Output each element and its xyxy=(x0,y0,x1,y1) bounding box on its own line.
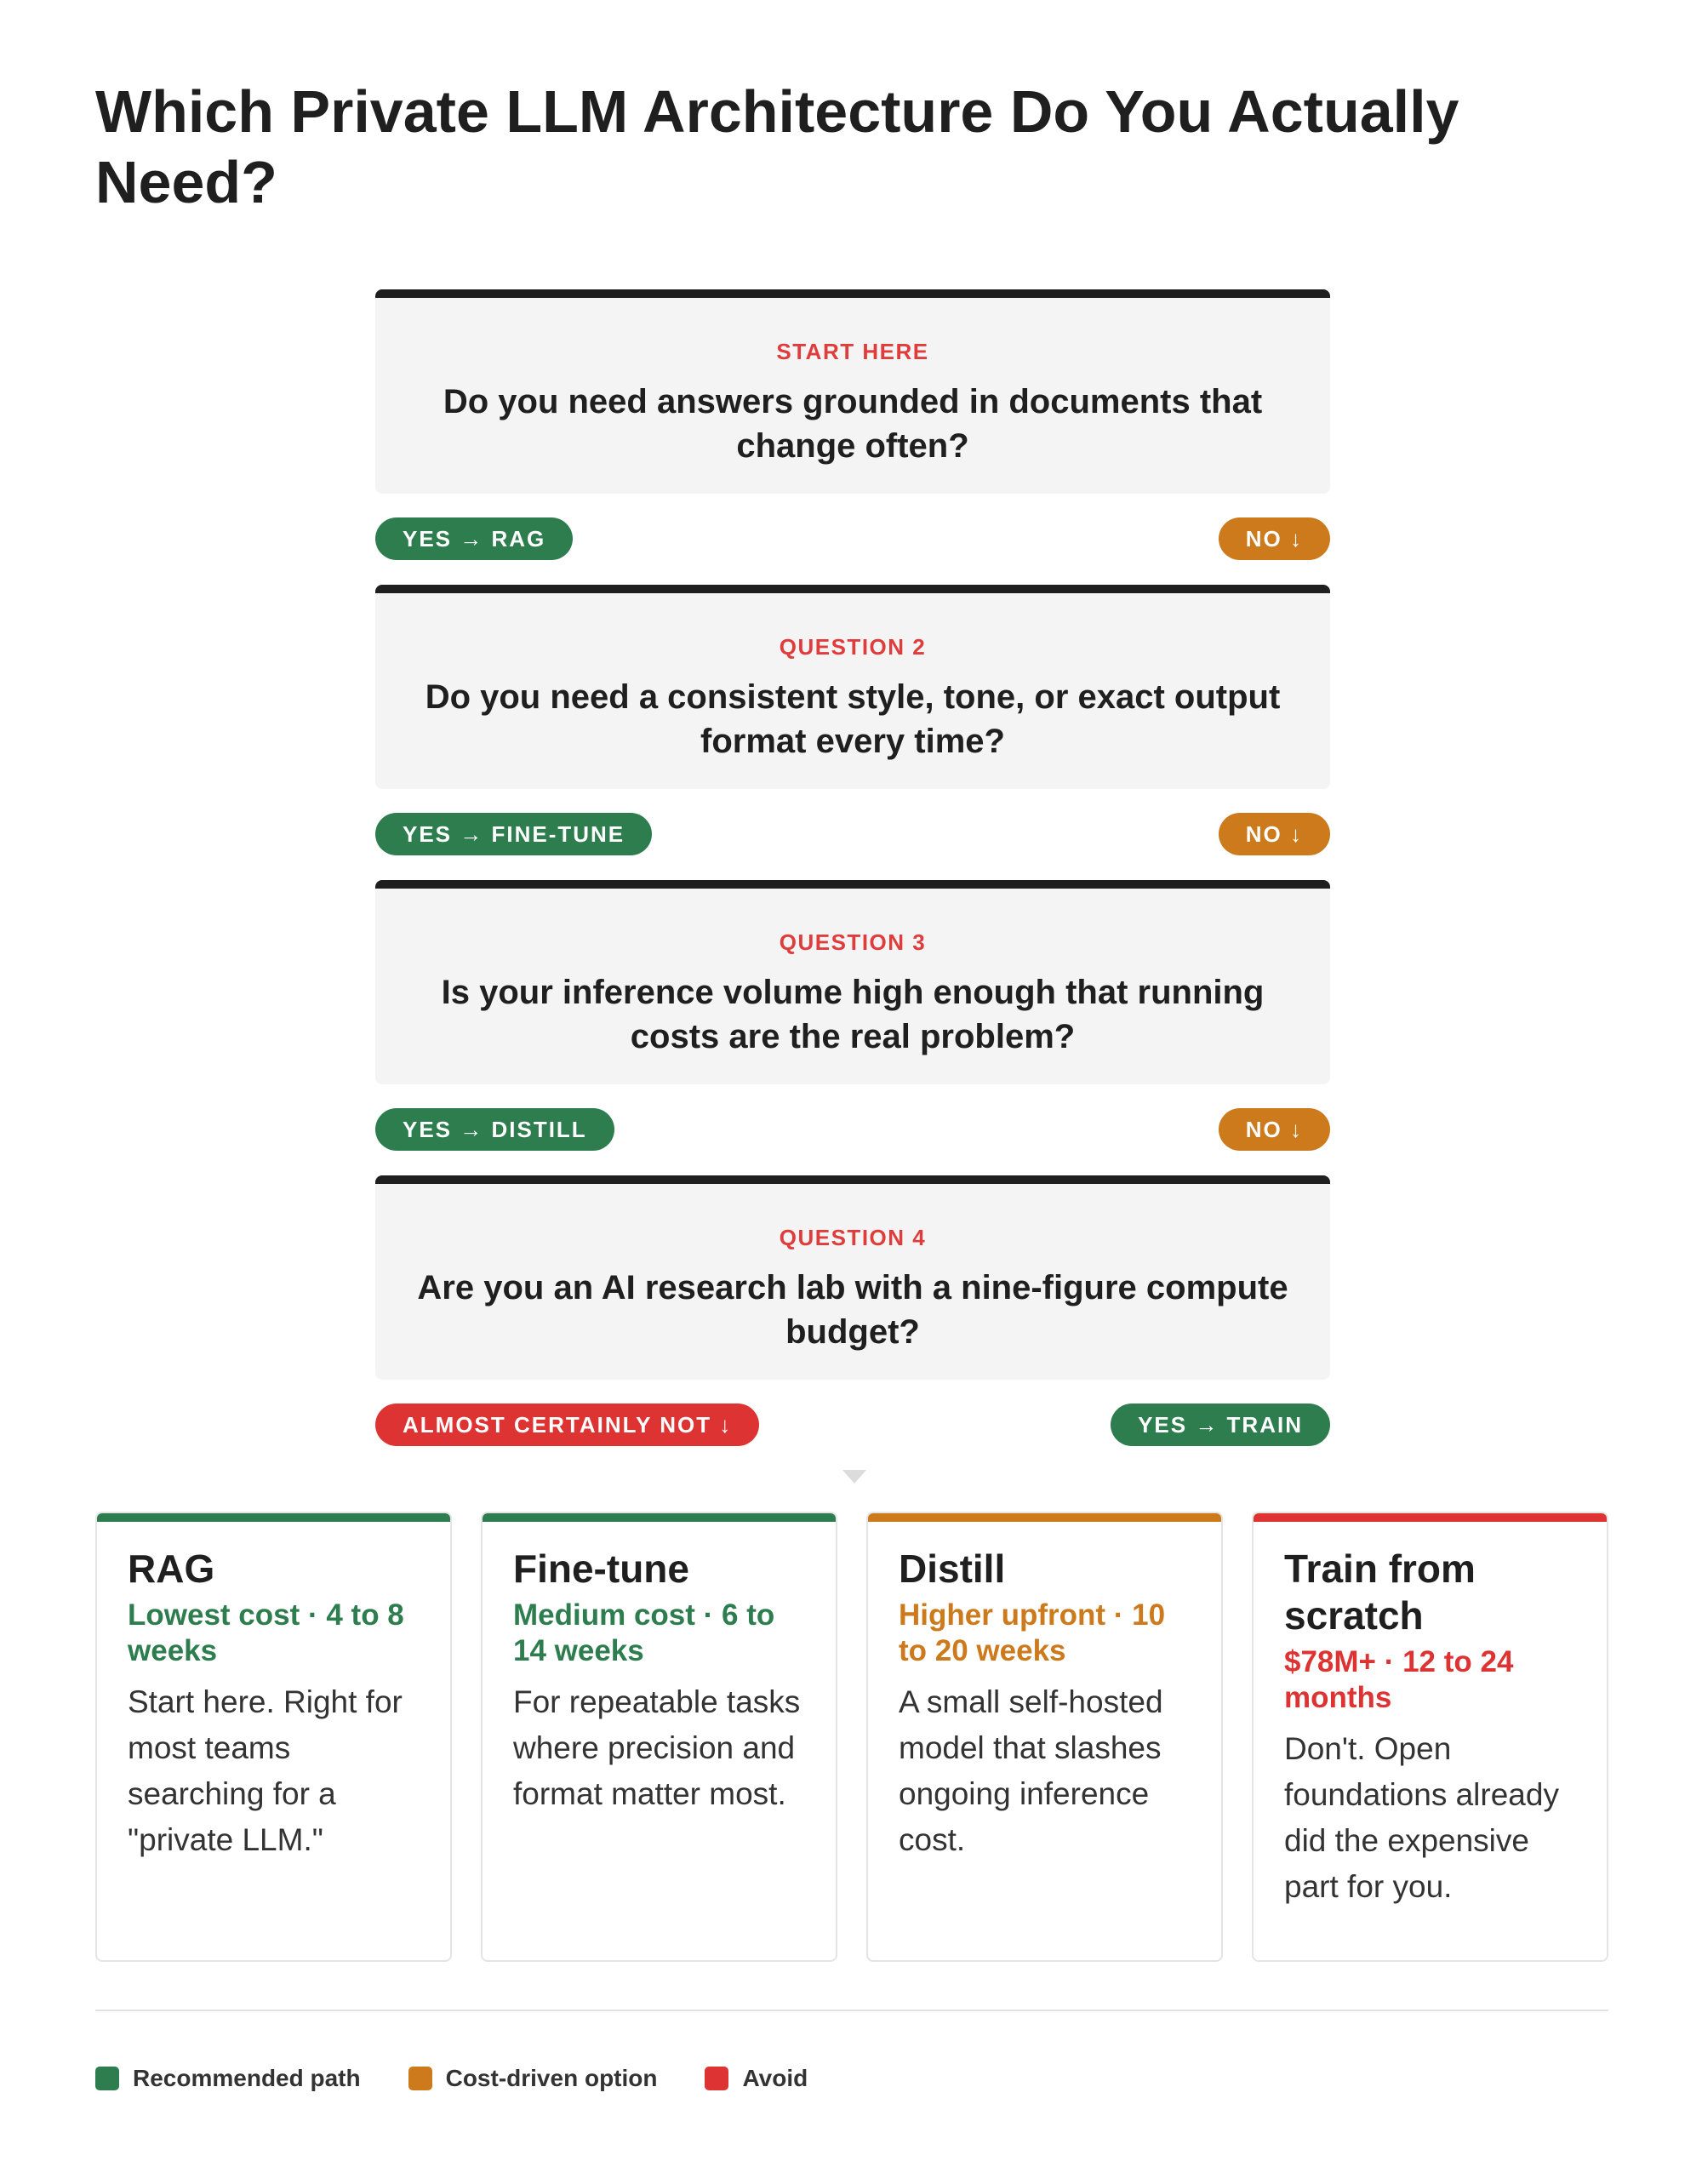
down-triangle-icon xyxy=(842,1470,866,1484)
legend-item-avoid xyxy=(705,2065,808,2092)
yes-rag-pill[interactable]: YES → RAG xyxy=(375,517,573,560)
question-label: QUESTION 3 xyxy=(779,929,927,955)
orange-swatch-icon xyxy=(408,2067,432,2090)
no-pill[interactable]: NO ↓ xyxy=(1219,813,1330,855)
card-meta: Lowest cost · 4 to 8 weeks xyxy=(128,1598,404,1667)
card-description: For repeatable tasks where precision and format matter most. xyxy=(513,1684,801,1811)
option-card-rag xyxy=(95,1512,452,1962)
legend-label: Recommended path xyxy=(133,2065,361,2091)
card-title: Distill xyxy=(899,1547,1006,1591)
card-description: A small self-hosted model that slashes ongoing inference cost. xyxy=(899,1684,1163,1857)
no-pill[interactable]: NO ↓ xyxy=(1219,1108,1330,1151)
card-meta: Higher upfront · 10 to 20 weeks xyxy=(899,1598,1166,1667)
card-description: Don't. Open foundations already did the expensive part for you. xyxy=(1284,1731,1559,1904)
legend-label: Avoid xyxy=(742,2065,808,2091)
card-title: Fine-tune xyxy=(513,1547,689,1591)
question-box-3 xyxy=(375,880,1330,1084)
legend-item-recommended xyxy=(95,2065,361,2092)
answer-row xyxy=(375,1380,1330,1471)
card-meta: Medium cost · 6 to 14 weeks xyxy=(513,1598,775,1667)
no-pill[interactable]: NO ↓ xyxy=(1219,517,1330,560)
legend-item-cost-driven xyxy=(408,2065,658,2092)
question-text: Do you need answers grounded in documents that change often? xyxy=(443,383,1263,465)
question-text: Is your inference volume high enough that running costs are the real problem? xyxy=(441,974,1265,1055)
page-title: Which Private LLM Architecture Do You Actually Need? xyxy=(95,78,1459,215)
option-card-train-from-scratch xyxy=(1252,1512,1608,1962)
red-swatch-icon xyxy=(705,2067,728,2090)
option-cards xyxy=(95,1512,1608,1962)
question-box-start xyxy=(375,289,1330,494)
yes-fine-tune-pill[interactable]: YES → FINE-TUNE xyxy=(375,813,652,855)
answer-row xyxy=(375,1084,1330,1175)
card-meta: $78M+ · 12 to 24 months xyxy=(1284,1645,1514,1714)
option-card-distill xyxy=(866,1512,1223,1962)
legend xyxy=(95,2065,855,2092)
yes-distill-pill[interactable]: YES → DISTILL xyxy=(375,1108,614,1151)
question-label: QUESTION 4 xyxy=(779,1225,927,1250)
green-swatch-icon xyxy=(95,2067,119,2090)
question-text: Are you an AI research lab with a nine-figure compute budget? xyxy=(417,1269,1288,1351)
card-title: RAG xyxy=(128,1547,215,1591)
almost-certainly-not-pill[interactable]: ALMOST CERTAINLY NOT ↓ xyxy=(375,1404,759,1446)
answer-row xyxy=(375,789,1330,880)
question-text: Do you need a consistent style, tone, or exact output format every time? xyxy=(425,678,1281,760)
question-label: QUESTION 2 xyxy=(779,634,927,660)
question-box-2 xyxy=(375,585,1330,789)
decision-flow xyxy=(375,289,1330,1471)
answer-row xyxy=(375,494,1330,585)
question-box-4 xyxy=(375,1175,1330,1380)
option-card-fine-tune xyxy=(481,1512,837,1962)
card-description: Start here. Right for most teams searching for a "private LLM." xyxy=(128,1684,403,1857)
question-label: START HERE xyxy=(776,339,929,364)
card-title: Train from scratch xyxy=(1284,1547,1476,1638)
legend-label: Cost-driven option xyxy=(445,2065,658,2091)
divider xyxy=(95,2010,1608,2011)
yes-train-pill[interactable]: YES → TRAIN xyxy=(1111,1404,1330,1446)
